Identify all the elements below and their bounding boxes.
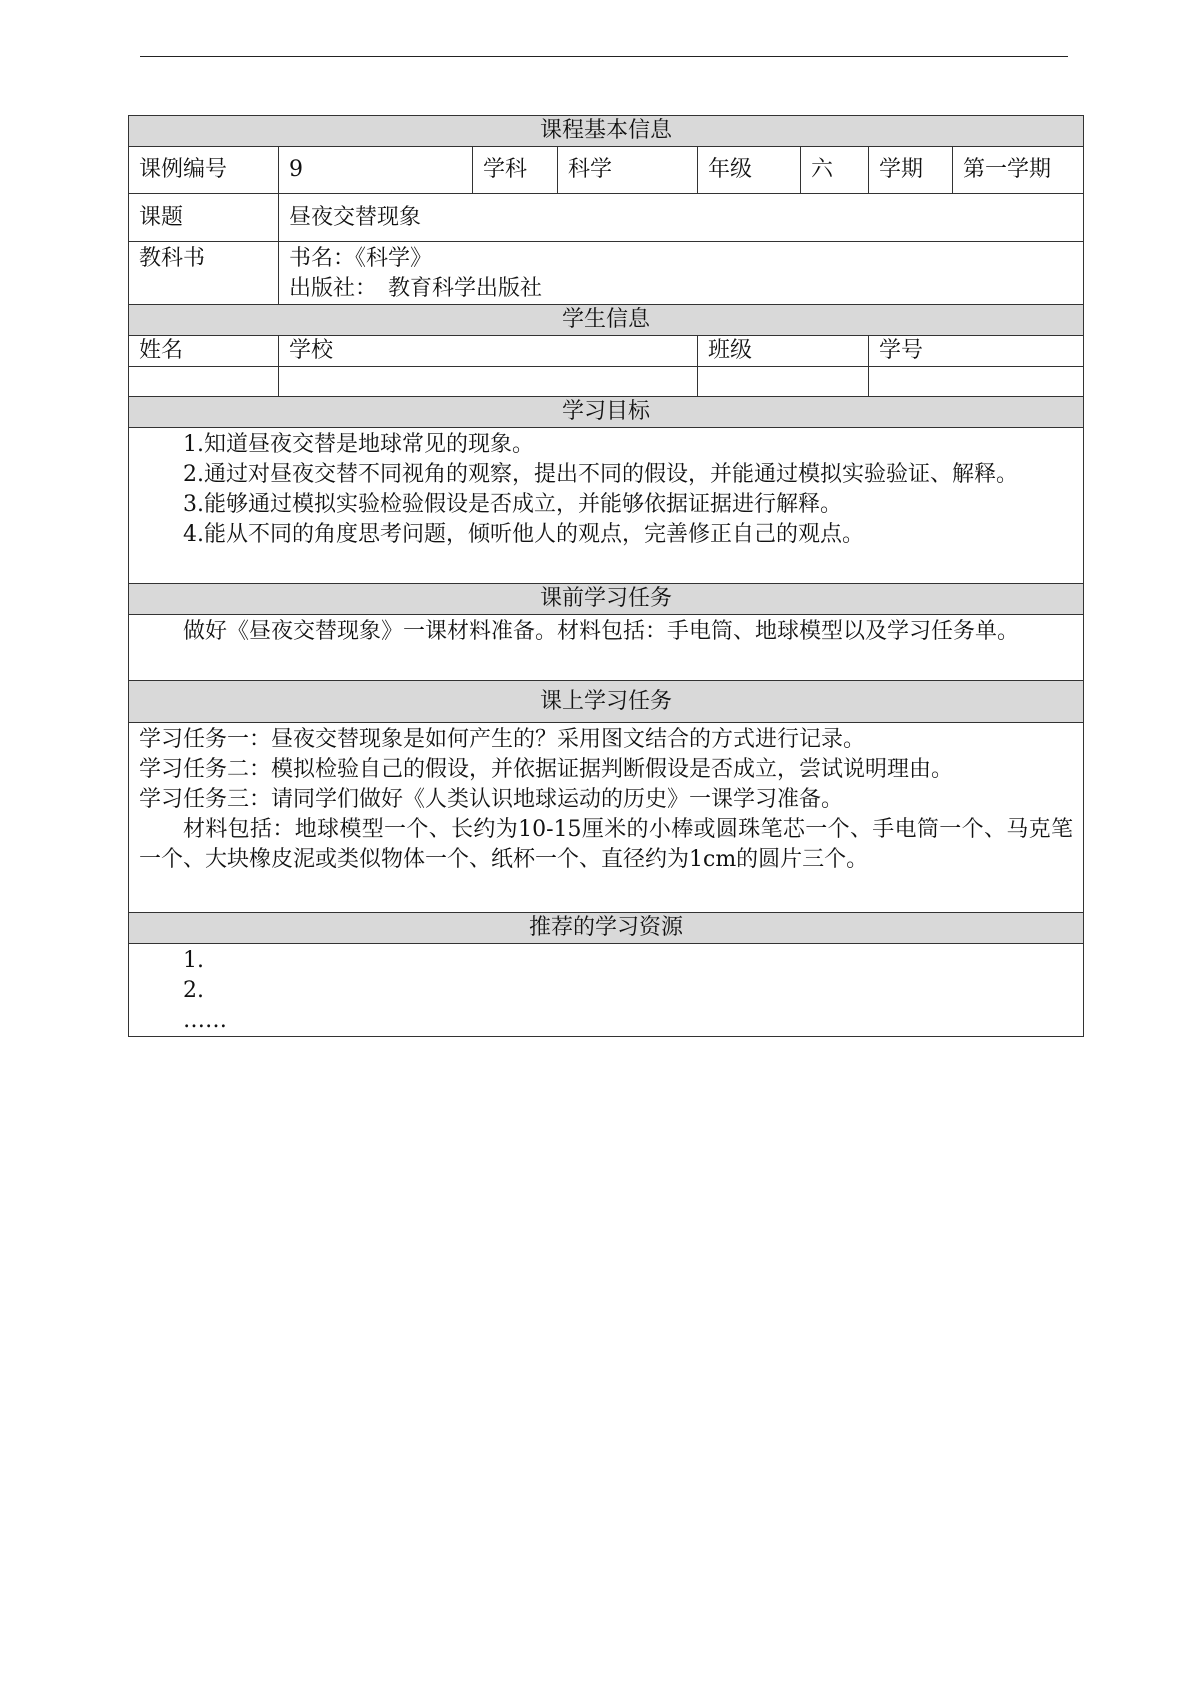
student-class-input[interactable] [698, 367, 869, 397]
pre-class-text: 做好《昼夜交替现象》一课材料准备。材料包括：手电筒、地球模型以及学习任务单。 [183, 619, 1020, 644]
section-student-info: 学生信息 [129, 305, 1084, 336]
section-course-info: 课程基本信息 [129, 116, 1084, 147]
student-id-label: 学号 [869, 336, 1084, 367]
resource-item: 2. [183, 978, 204, 1003]
topic-value: 昼夜交替现象 [279, 194, 1084, 242]
lesson-info-table [128, 115, 1084, 1037]
section-resources: 推荐的学习资源 [129, 913, 1084, 944]
term-value: 第一学期 [953, 147, 1084, 194]
student-name-input[interactable] [129, 367, 279, 397]
resources-list [129, 944, 1084, 1037]
textbook-publisher: 出版社： 教育科学出版社 [289, 276, 543, 301]
case-no-value: 9 [279, 147, 473, 194]
objective-item: 3.能够通过模拟实验检验假设是否成立，并能够依据证据进行解释。 [183, 492, 842, 517]
case-no-label: 课例编号 [129, 147, 279, 194]
student-class-label: 班级 [698, 336, 869, 367]
section-pre-class: 课前学习任务 [129, 584, 1084, 615]
in-class-task-item: 学习任务二：模拟检验自己的假设，并依据证据判断假设是否成立，尝试说明理由。 [139, 757, 954, 782]
student-id-input[interactable] [869, 367, 1084, 397]
objective-item: 4.能从不同的角度思考问题，倾听他人的观点，完善修正自己的观点。 [183, 522, 864, 547]
textbook-value [279, 242, 1084, 305]
pre-class-task [129, 615, 1084, 681]
term-label: 学期 [869, 147, 953, 194]
student-school-input[interactable] [279, 367, 698, 397]
textbook-title: 书名：《科学》 [289, 246, 433, 271]
topic-label: 课题 [129, 194, 279, 242]
in-class-task-item: 学习任务三：请同学们做好《人类认识地球运动的历史》一课学习准备。 [139, 787, 844, 812]
subject-value: 科学 [558, 147, 698, 194]
resource-item: …… [183, 1008, 227, 1033]
objective-item: 2.通过对昼夜交替不同视角的观察，提出不同的假设，并能通过模拟实验验证、解释。 [183, 462, 1018, 487]
objectives-list [129, 428, 1084, 584]
grade-label: 年级 [698, 147, 801, 194]
section-in-class: 课上学习任务 [129, 681, 1084, 723]
student-name-label: 姓名 [129, 336, 279, 367]
resource-item: 1. [183, 948, 204, 973]
student-school-label: 学校 [279, 336, 698, 367]
subject-label: 学科 [473, 147, 558, 194]
section-objectives: 学习目标 [129, 397, 1084, 428]
objective-item: 1.知道昼夜交替是地球常见的现象。 [183, 432, 534, 457]
header-rule [140, 56, 1068, 57]
textbook-label: 教科书 [129, 242, 279, 305]
in-class-tasks [129, 723, 1084, 913]
grade-value: 六 [801, 147, 869, 194]
in-class-task-item: 学习任务一：昼夜交替现象是如何产生的？采用图文结合的方式进行记录。 [139, 727, 866, 752]
materials-text: 材料包括：地球模型一个、长约为10-15厘米的小棒或圆珠笔芯一个、手电筒一个、马克笔一个、大块橡皮泥或类似物体一个、纸杯一个、直径约为1cm的圆片三个。 [139, 817, 1074, 872]
